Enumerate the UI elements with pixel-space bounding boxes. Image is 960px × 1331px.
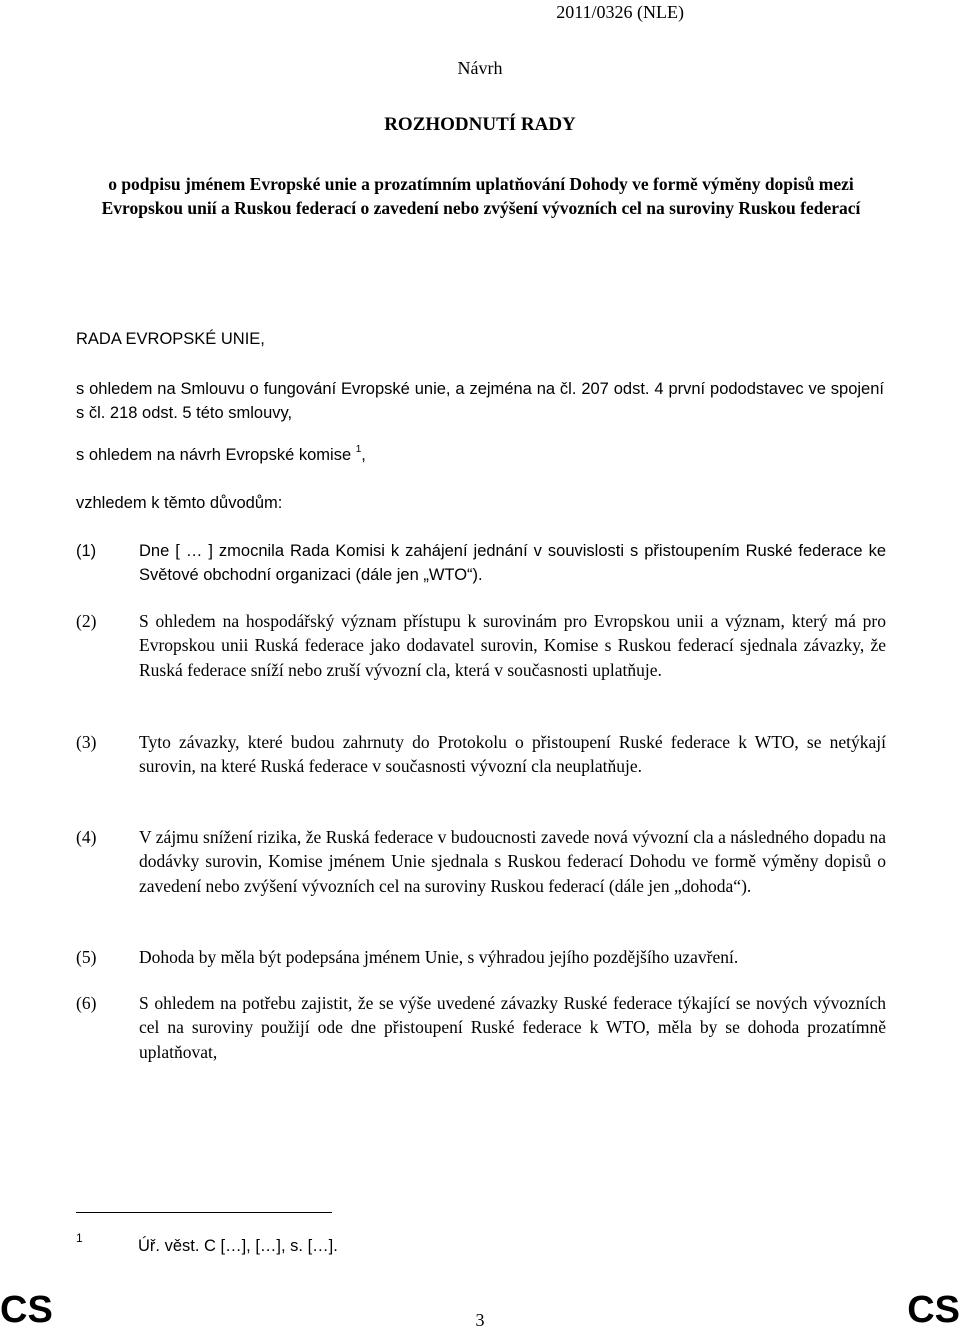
document-reference: 2011/0326 (NLE): [556, 2, 684, 22]
recital-text: S ohledem na hospodářský význam přístupu k surovinám pro Evropskou unii a význam, který má pro Evropskou unii Ruská federace jako dodavatel surovin, Komise s Ruskou federací sjednala závazky, že Ruská federace sníží nebo zruší vývozní cla, která v současnosti uplatňuje.: [139, 611, 886, 680]
whereas-intro: vzhledem k těmto důvodům:: [76, 494, 283, 512]
recital-3: [76, 730, 886, 779]
recital-text: Dohoda by měla být podepsána jménem Unie, s výhradou jejího pozdějšího uzavření.: [139, 947, 739, 967]
draft-label: Návrh: [457, 58, 503, 78]
recital-text: S ohledem na potřebu zajistit, že se výše uvedené závazky Ruské federace týkající se nových vývozních cel na suroviny použijí ode dne přistoupení Ruské federace k WTO, měla by se dohoda prozatímně uplatňovat,: [139, 993, 886, 1062]
recital-5: [76, 945, 886, 969]
recital-number: (5): [76, 947, 97, 967]
council-heading: RADA EVROPSKÉ UNIE,: [76, 330, 265, 348]
footnote-separator: [76, 1212, 332, 1213]
recital-text: Tyto závazky, které budou zahrnuty do Protokolu o přistoupení Ruské federace k WTO, se netýkají surovin, na které Ruská federace v současnosti vývozní cla neuplatňuje.: [139, 732, 886, 777]
language-code-right: CS: [907, 1289, 960, 1331]
recital-number: (6): [76, 993, 97, 1013]
recital-number: (1): [76, 542, 97, 560]
recital-number: (4): [76, 827, 97, 847]
recital-6: [76, 991, 886, 1064]
citation-treaty: s ohledem na Smlouvu o fungování Evropské unie, a zejména na čl. 207 odst. 4 první pododstavec ve spojení s čl. 218 odst. 5 této smlouvy,: [76, 380, 884, 422]
recital-number: (2): [76, 611, 97, 631]
citation-proposal: [76, 446, 366, 465]
citation-proposal-text: s ohledem na návrh Evropské komise: [76, 446, 352, 464]
footnote-number: 1: [76, 1231, 83, 1245]
citation-proposal-end: ,: [361, 446, 366, 464]
recital-text: V zájmu snížení rizika, že Ruská federace v budoucnosti zavede nová vývozní cla a následného dopadu na dodávky surovin, Komise jménem Unie sjednala s Ruskou federací Dohodu ve formě výměny dopisů o zavedení nebo zvýšení vývozních cel na suroviny Ruskou federací (dále jen „dohoda“).: [139, 827, 886, 896]
recital-number: (3): [76, 732, 97, 752]
footnote-text: Úř. věst. C […], […], s. […].: [138, 1237, 338, 1255]
recital-1: [76, 539, 886, 588]
recital-2: [76, 609, 886, 682]
recital-text: Dne [ … ] zmocnila Rada Komisi k zahájení jednání v souvislosti s přistoupením Ruské federace ke Světové obchodní organizaci (dále jen „WTO“).: [139, 542, 886, 585]
document-subtitle: o podpisu jménem Evropské unie a prozatímním uplatňování Dohody ve formě výměny dopisů mezi Evropskou unií a Ruskou federací o zavedení nebo zvýšení vývozních cel na suroviny Ruskou federací: [101, 174, 861, 218]
document-title: ROZHODNUTÍ RADY: [384, 114, 576, 135]
footnote-reference: 1: [355, 444, 362, 455]
recital-4: [76, 825, 886, 898]
language-code-left: CS: [0, 1289, 53, 1331]
page-number: 3: [475, 1310, 485, 1330]
